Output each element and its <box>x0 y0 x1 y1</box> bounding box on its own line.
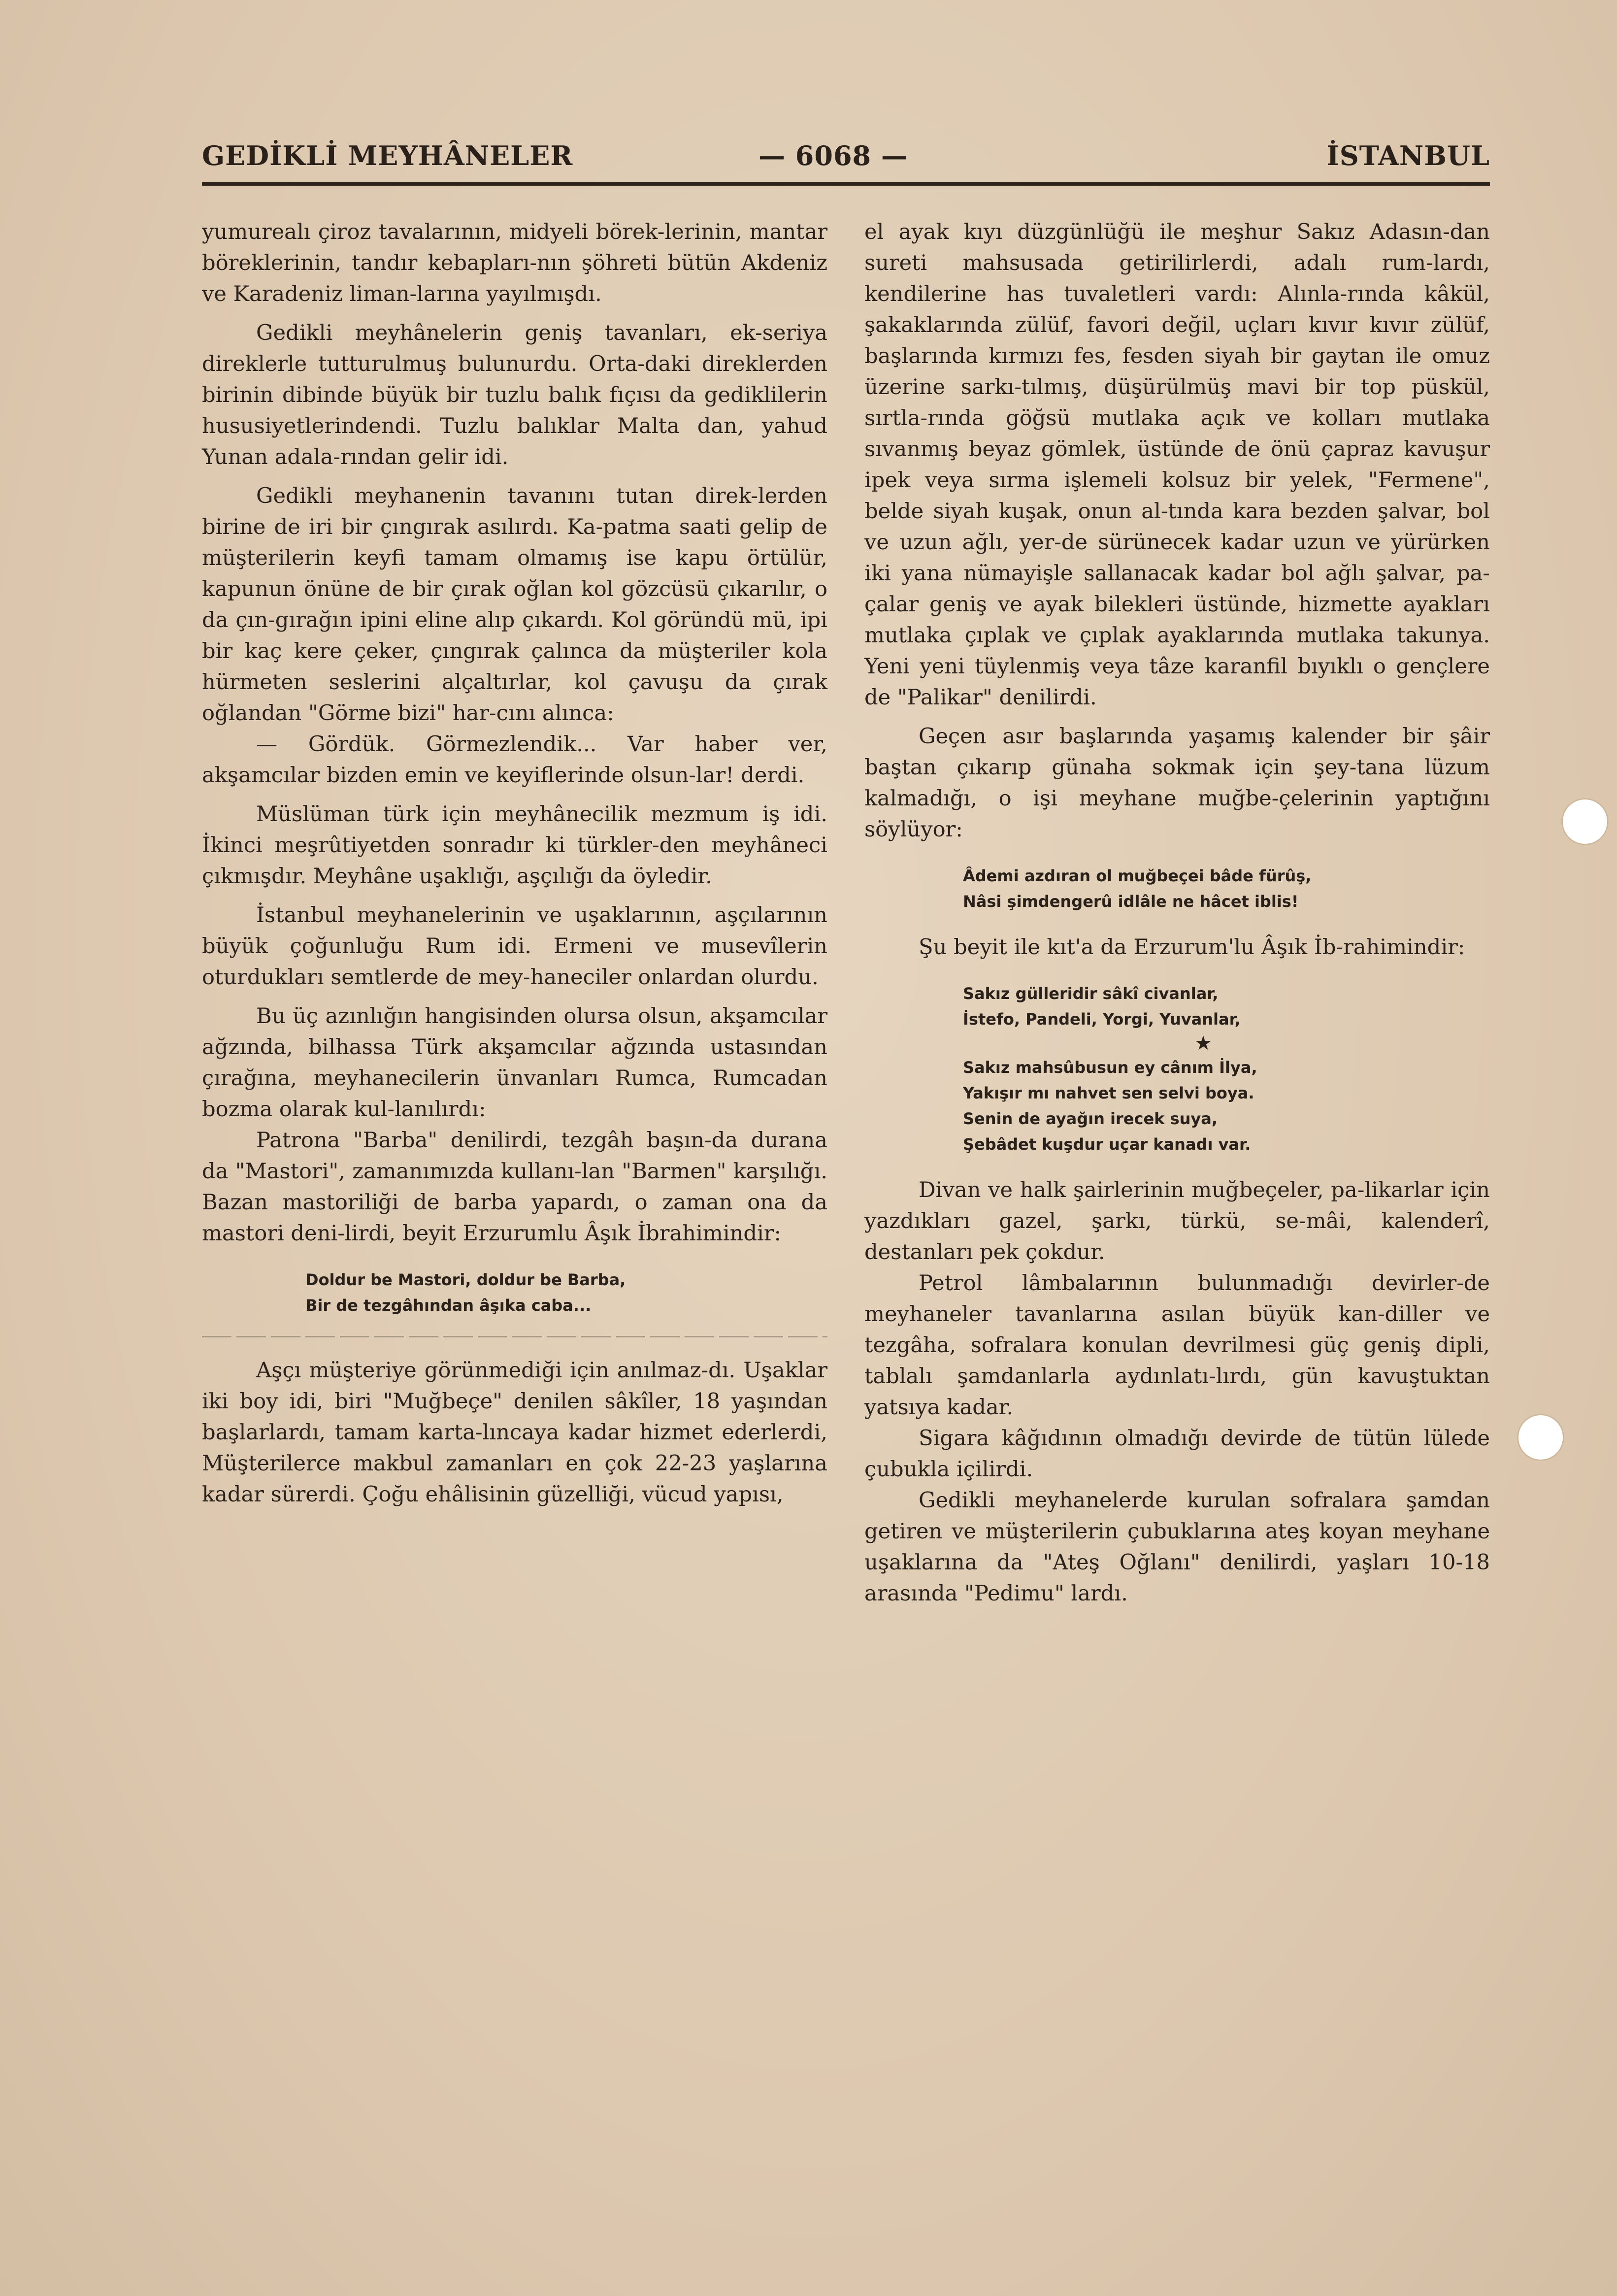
verse-line: Bir de tezgâhından âşıka caba... <box>305 1296 592 1315</box>
right-column <box>864 217 1490 1609</box>
verse-line: Sakız güllerid͏ir sâkî civanlar, <box>963 984 1219 1003</box>
verse-block <box>864 863 1490 914</box>
paragraph: Gedikli meyhanenin tavanını tutan direk-lerden birine de iri bir çıngırak asılırdı. Ka-patma saati gelip de müşterilerin keyfi tamam olmamış ise kapu örtülür, kapunun önüne de bir çırak oğlan kol gözcüsü çıkarılır, o da çın-gırağın ipini eline alıp çıkardı. Kol göründü mü, ipi bir kaç kere çeker, çıngırak çalınca da müşteriler kola hürmeten seslerini alçaltırlar, kol çavuşu da çırak oğlandan "Görme bizi" har-cını alınca: <box>202 484 827 726</box>
running-header <box>202 140 1490 179</box>
verse-line: Nâsi şimdengerû idlâle ne hâcet iblis! <box>963 892 1299 911</box>
header-title: GEDİKLİ MEYHÂNELER <box>202 140 573 171</box>
verse-line: Senin de ayağın irecek suya, <box>963 1109 1218 1128</box>
paragraph: Petrol lâmbalarının bulunmadığı devirler-de meyhaneler tavanlarına asılan büyük kan-diller ve tezgâha, sofralara konulan devrilmesi güç geniş dipli, tablalı şamdanlarla aydınlatı-lırdı, gün kavuştuktan yatsıya kadar. <box>864 1271 1490 1420</box>
paragraph: İstanbul meyhanelerinin ve uşaklarının, aşçılarının büyük çoğunluğu Rum idi. Ermeni ve musevîlerin oturdukları semtlerde de mey-haneciler onlardan olurdu. <box>202 903 827 990</box>
paragraph: Aşçı müşteriye görünmediği için anılmaz-dı. Uşaklar iki boy idi, biri "Muğbeçe" denilen sâkîler, 18 yaşından başlarlardı, tamam karta-lıncaya kadar hizmet ederlerdi, Müşterilerce makbul zamanları en çok 22-23 yaşlarına kadar sürerdi. Çoğu ehâlisinin güzelliği, vücud yapısı, <box>202 1358 827 1507</box>
verse-line: Âdemi azdıran ol muğbeçei bâde fürûş, <box>963 866 1312 885</box>
verse-line: Şebâdet kuşdur uçar kanadı var. <box>963 1135 1251 1154</box>
paragraph: Bu üç azınlığın hangisinden olursa olsun, akşamcılar ağzında, bilhassa Türk akşamcılar ağzında ustasından çırağına, meyhanecilerin ünvanları Rumca, Rumcadan bozma olarak kul-lanılırdı: <box>202 1004 827 1122</box>
paragraph: Gedikli meyhanelerde kurulan sofralara şamdan getiren ve müşterilerin çubuklarına ateş koyan meyhane uşaklarına da "Ateş Oğlanı" denilirdi, yaşları 10-18 arasında "Pedimu" lardı. <box>864 1488 1490 1606</box>
punch-hole <box>1561 798 1609 845</box>
verse-line: İstefo, Pandeli, Yorgi, Yuvanlar, <box>963 1010 1241 1029</box>
paragraph: yumurealı çiroz tavalarının, midyeli börek-lerinin, mantar böreklerinin, tandır kebapları-nın şöhreti bütün Akdeniz ve Karadeniz liman-larına yayılmışdı. <box>202 220 827 306</box>
verse-line: Sakız mahsûbusun ey cânım İlya, <box>963 1058 1257 1077</box>
paragraph: Divan ve halk şairlerinin muğbeçeler, pa-likarlar için yazdıkları gazel, şarkı, türkü, se-mâi, kalenderî, destanları pek çokdur. <box>864 1178 1490 1264</box>
verse-line: Doldur be Mastori, doldur be Barba, <box>305 1270 626 1289</box>
separator <box>202 1336 827 1337</box>
paragraph: Patrona "Barba" denilirdi, tezgâh başın-da durana da "Mastori", zamanımızda kullanı-lan "Barmen" karşılığı. Bazan mastoriliği de barba yapardı, o zaman ona da mastori deni-lirdi, beyit Erzurumlu Âşık İbrahimindir: <box>202 1128 827 1246</box>
header-rule <box>202 182 1490 186</box>
paragraph: Müslüman türk için meyhânecilik mezmum iş idi. İkinci meşrûtiyetden sonradır ki türkler-den meyhâneci çıkmışdır. Meyhâne uşaklığı, aşçılığı da öyledir. <box>202 802 827 889</box>
verse-block <box>202 1267 827 1318</box>
paragraph: Gedikli meyhânelerin geniş tavanları, ek-seriya direklerle tutturulmuş bulunurdu. Orta-daki direklerden birinin dibinde büyük bir tuzlu balık fıçısı da gediklilerin hususiyetlerindendi. Tuzlu balıklar Malta dan, yahud Yunan adala-rından gelir idi. <box>202 321 827 469</box>
paragraph: Şu beyit ile kıt'a da Erzurum'lu Âşık İb-rahimindir: <box>919 935 1465 960</box>
punch-hole <box>1517 1414 1564 1461</box>
header-section: İSTANBUL <box>1326 140 1490 171</box>
star-separator-icon: ★ <box>1194 1032 1212 1055</box>
paragraph: el ayak kıyı düzgünlüğü ile meşhur Sakız Adasın-dan sureti mahsusada getirilirlerdi, adalı rum-lardı, kendilerine has tuvaletleri vardı: Alınla-rında kâkül, şakaklarında zülüf, favori değil, uçları kıvır kıvır zülüf, başlarında kırmızı fes, fesden siyah bir gaytan ile omuz üzerine sarkı-tılmış, düşürülmüş mavi bir top püskül, sırtla-rında göğsü mutlaka açık ve kolları mutlaka sıvanmış beyaz gömlek, üstünde de önü çapraz kavuşur ipek veya sırma işlemeli kolsuz bir yelek, "Fermene", belde siyah kuşak, onun al-tında kara bezden şalvar, bol ve uzun ağlı, yer-de sürünecek kadar uzun ve yürürken iki yana nümayişle sallanacak kadar bol ağlı şalvar, pa-çalar geniş ve ayak bilekleri üstünde, hizmette ayakları mutlaka çıplak ve çıplak ayaklarında mutlaka takunya. Yeni yeni tüylenmiş veya tâze karanfil bıyıklı o gençlere de "Palikar" denilirdi. <box>864 220 1490 710</box>
paragraph: Geçen asır başlarında yaşamış kalender bir şâir baştan çıkarıp günaha sokmak için şey-tana lüzum kalmadığı, o işi meyhane muğbe-çelerinin yaptığını söylüyor: <box>864 724 1490 842</box>
verse-block <box>864 981 1490 1157</box>
left-column <box>202 217 827 1510</box>
paragraph: — Gördük. Görmezlendik... Var haber ver, akşamcılar bizden emin ve keyiflerinde olsun-lar! derdi. <box>202 732 827 788</box>
paragraph: Sigara kâğıdının olmadığı devirde de tütün lülede çubukla içilirdi. <box>864 1426 1490 1482</box>
verse-line: Yakışır mı nahvet sen selvi boya. <box>963 1084 1254 1102</box>
page-number: — 6068 — <box>759 140 908 171</box>
